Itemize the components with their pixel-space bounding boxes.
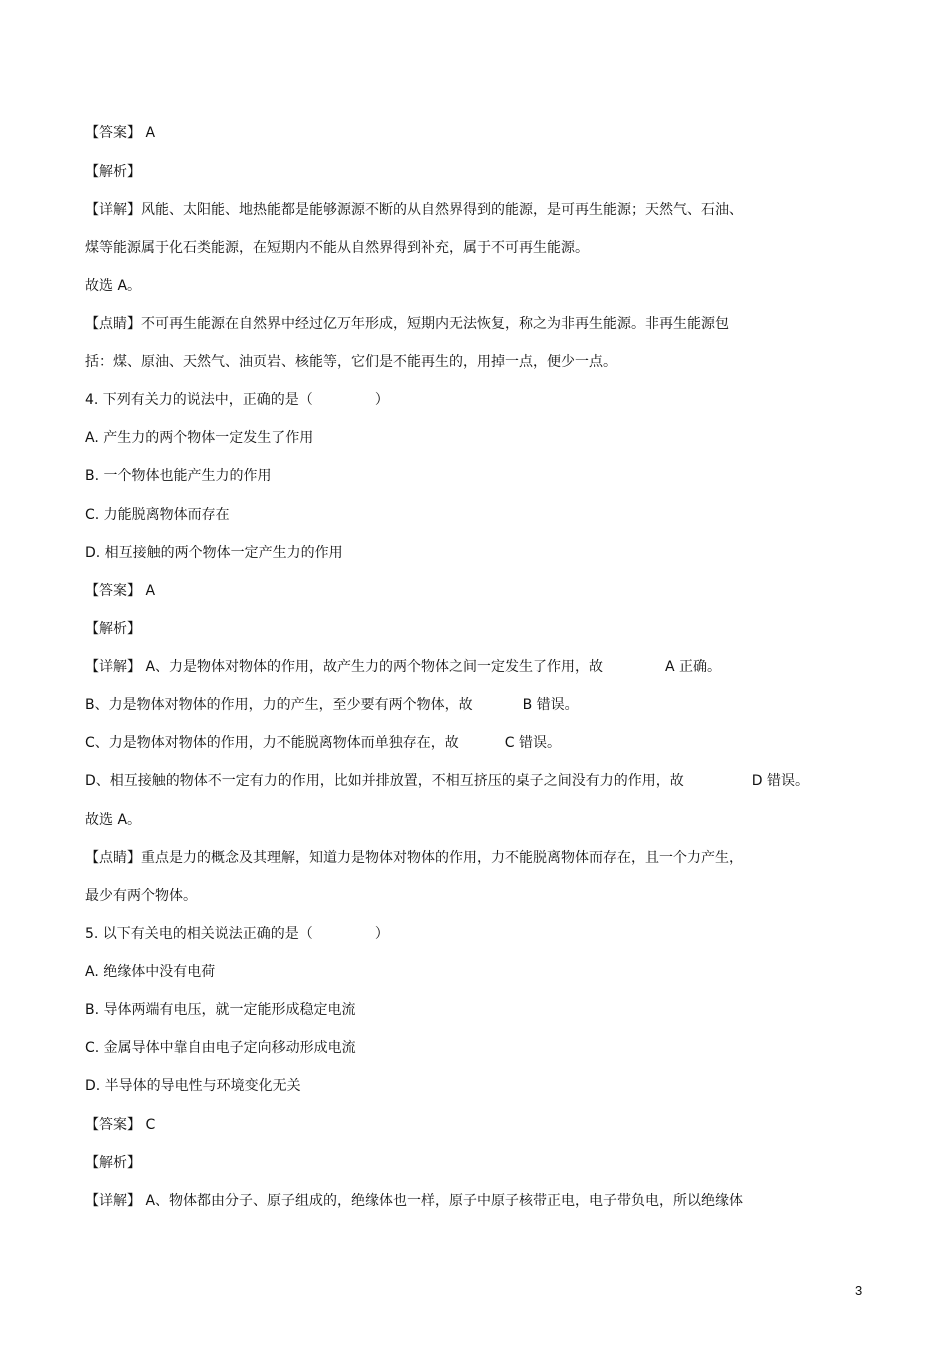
detail-line-q4-4-result: D 错误。 [751,773,810,789]
page-number: 3 [855,1283,863,1298]
detail-line-q3-2: 煤等能源属于化石类能源，在短期内不能从自然界得到补充，属于不可再生能源。 [85,240,589,256]
detail-line-q4-2-text: B、力是物体对物体的作用，力的产生，至少要有两个物体，故 [85,697,473,713]
detail-line-q4-1-result: A 正确。 [665,659,722,675]
question-5-text: 5. 以下有关电的相关说法正确的是（ [85,926,313,942]
question-5-option-b: B. 导体两端有电压，就一定能形成稳定电流 [85,1002,356,1018]
answer-label-q5: 【答案】 C [85,1117,156,1133]
question-4-option-a: A. 产生力的两个物体一定发生了作用 [85,430,314,446]
question-4-option-c: C. 力能脱离物体而存在 [85,507,230,523]
detail-line-q3-1: 【详解】风能、太阳能、地热能都是能够源源不断的从自然界得到的能源，是可再生能源；天然气、石油、 [85,202,743,218]
tip-line-q4-1: 【点睛】重点是力的概念及其理解，知道力是物体对物体的作用，力不能脱离物体而存在，且一个力产生， [85,850,743,866]
question-4-paren: ） [374,392,389,408]
question-5-paren: ） [374,926,389,942]
analysis-label-q3: 【解析】 [85,164,141,180]
detail-line-q4-3-result: C 错误。 [504,735,562,751]
detail-line-q4-1-text: 【详解】 A、力是物体对物体的作用，故产生力的两个物体之间一定发生了作用，故 [85,659,604,675]
detail-line-q4-2-result: B 错误。 [522,697,579,713]
answer-label-q4: 【答案】 A [85,583,156,599]
detail-line-q4-3 [85,733,561,753]
detail-line-q4-4-text: D、相互接触的物体不一定有力的作用，比如并排放置，不相互挤压的桌子之间没有力的作用，故 [85,773,684,789]
tip-line-q3-2: 括：煤、原油、天然气、油页岩、核能等，它们是不能再生的，用掉一点，便少一点。 [85,354,617,370]
tip-line-q3-1: 【点睛】不可再生能源在自然界中经过亿万年形成，短期内无法恢复，称之为非再生能源。非再生能源包 [85,316,729,332]
question-5-stem [85,924,389,944]
tip-line-q4-2: 最少有两个物体。 [85,888,197,904]
detail-line-q4-4 [85,771,809,791]
detail-line-q4-2 [85,695,579,715]
detail-line-q4-3-text: C、力是物体对物体的作用，力不能脱离物体而单独存在，故 [85,735,459,751]
question-4-text: 4. 下列有关力的说法中，正确的是（ [85,392,313,408]
question-4-option-b: B. 一个物体也能产生力的作用 [85,468,272,484]
question-5-option-a: A. 绝缘体中没有电荷 [85,964,216,980]
question-4-stem [85,390,389,410]
choice-line-q4: 故选 A。 [85,812,142,828]
detail-line-q4-1 [85,657,721,677]
question-4-option-d: D. 相互接触的两个物体一定产生力的作用 [85,545,343,561]
question-5-option-c: C. 金属导体中靠自由电子定向移动形成电流 [85,1040,356,1056]
detail-line-q5-1: 【详解】 A、物体都由分子、原子组成的，绝缘体也一样，原子中原子核带正电，电子带负电，所以绝缘体 [85,1193,744,1209]
answer-label-q3: 【答案】 A [85,125,156,141]
analysis-label-q5: 【解析】 [85,1155,141,1171]
analysis-label-q4: 【解析】 [85,621,141,637]
choice-line-q3: 故选 A。 [85,278,142,294]
question-5-option-d: D. 半导体的导电性与环境变化无关 [85,1078,301,1094]
